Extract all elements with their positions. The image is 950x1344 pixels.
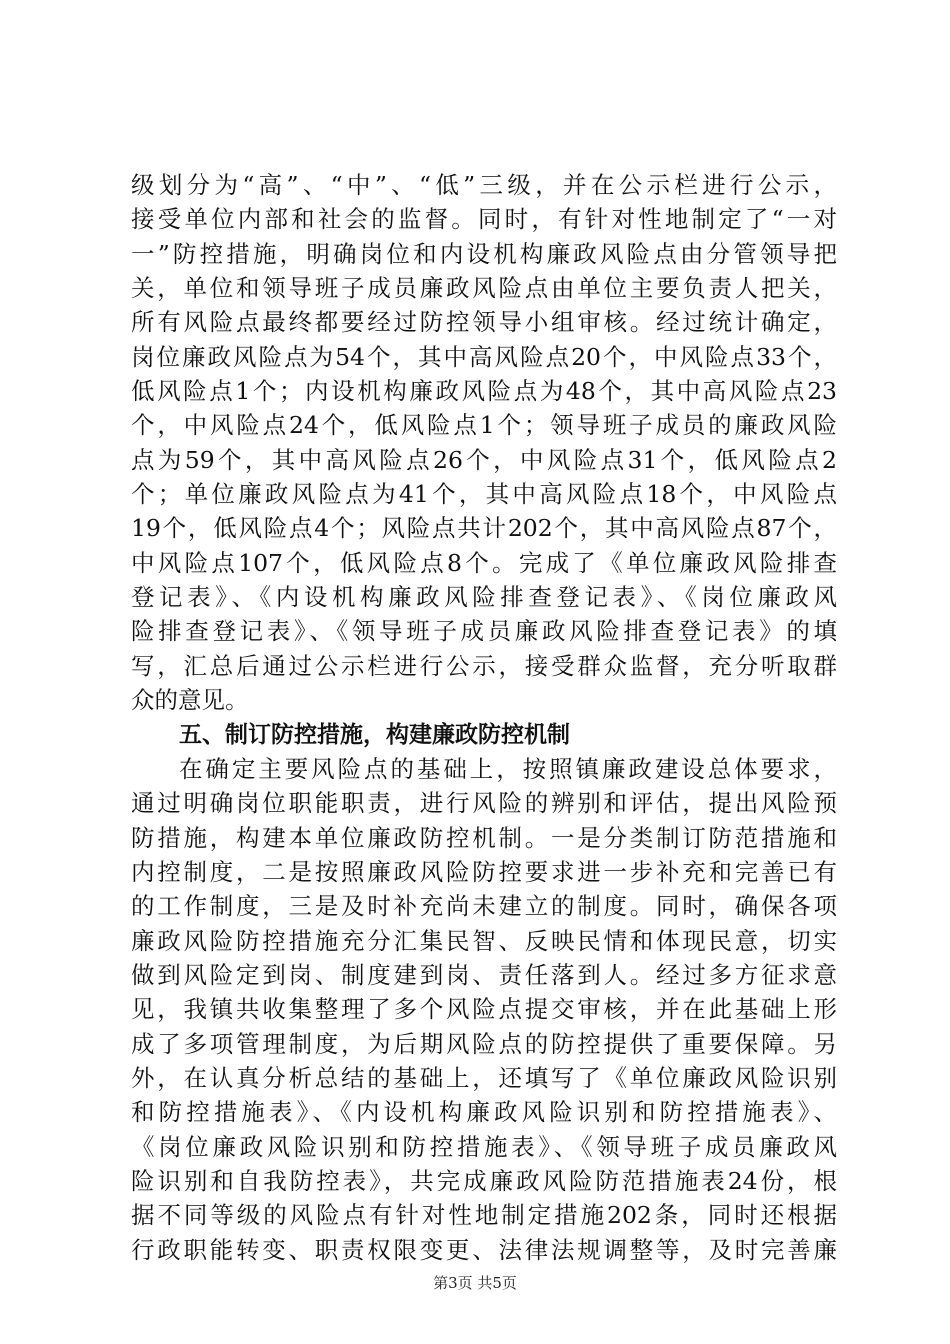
page-footer	[0, 1272, 950, 1293]
text-line: 登记表》、《内设机构廉政风险排查登记表》、《岗位廉政风	[131, 583, 837, 612]
text-line: 据不同等级的风险点有针对性地制定措施202条，同时还根据	[131, 1201, 837, 1230]
text-line: 岗位廉政风险点为54个，其中高风险点20个，中风险点33个，	[131, 342, 837, 371]
text-line: 险识别和自我防控表》，共完成廉政风险防范措施表24份，根	[131, 1166, 837, 1195]
text-line: 防措施，构建本单位廉政防控机制。一是分类制订防范措施和	[131, 823, 837, 852]
text-line: 个，中风险点24个，低风险点1个；领导班子成员的廉政风险	[131, 411, 837, 440]
text-line: 通过明确岗位职能职责，进行风险的辨别和评估，提出风险预	[131, 789, 837, 818]
text-line: 所有风险点最终都要经过防控领导小组审核。经过统计确定，	[131, 308, 837, 337]
text-line: 中风险点107个，低风险点8个。完成了《单位廉政风险排查	[131, 548, 837, 577]
text-line: 行政职能转变、职责权限变更、法律法规调整等，及时完善廉	[131, 1235, 837, 1264]
text-line: 的工作制度，三是及时补充尚未建立的制度。同时，确保各项	[131, 892, 837, 921]
page-number: 第3页 共5页	[433, 1274, 517, 1292]
text-line: 点为59个，其中高风险点26个，中风险点31个，低风险点2	[131, 445, 837, 474]
paragraph-prevention-measures	[131, 752, 837, 1267]
text-line: 级划分为“高”、“中”、“低”三级，并在公示栏进行公示，	[131, 171, 837, 199]
text-line: 见，我镇共收集整理了多个风险点提交审核，并在此基础上形	[131, 995, 837, 1024]
text-line: 接受单位内部和社会的监督。同时，有针对性地制定了“一对	[131, 205, 837, 234]
text-line: 廉政风险防控措施充分汇集民智、反映民情和体现民意，切实	[131, 926, 837, 955]
text-line: 做到风险定到岗、制度建到岗、责任落到人。经过多方征求意	[131, 960, 837, 989]
text-line: 关，单位和领导班子成员廉政风险点由单位主要负责人把关，	[131, 274, 837, 303]
text-line: 众的意见。	[131, 686, 249, 715]
text-line: 内控制度，二是按照廉政风险防控要求进一步补充和完善已有	[131, 857, 837, 886]
text-line: 写，汇总后通过公示栏进行公示，接受群众监督，充分听取群	[131, 651, 837, 680]
text-line: 一”防控措施，明确岗位和内设机构廉政风险点由分管领导把	[131, 239, 837, 268]
text-line: 个；单位廉政风险点为41个，其中高风险点18个，中风险点	[131, 480, 837, 509]
text-line: 和防控措施表》、《内设机构廉政风险识别和防控措施表》、	[131, 1098, 837, 1127]
text-line: 《岗位廉政风险识别和防控措施表》、《领导班子成员廉政风	[131, 1132, 837, 1161]
text-line: 在确定主要风险点的基础上，按照镇廉政建设总体要求，	[179, 754, 837, 783]
text-line: 外，在认真分析总结的基础上，还填写了《单位廉政风险识别	[131, 1063, 837, 1092]
document-body	[131, 168, 837, 1267]
section-heading: 五、制订防控措施，构建廉政防控机制	[179, 721, 570, 748]
text-line: 低风险点1个；内设机构廉政风险点为48个，其中高风险点23	[131, 377, 837, 406]
text-line: 成了多项管理制度，为后期风险点的防控提供了重要保障。另	[131, 1029, 837, 1058]
text-line: 险排查登记表》、《领导班子成员廉政风险排查登记表》的填	[131, 617, 837, 646]
paragraph-risk-stats	[131, 168, 837, 718]
text-line: 19个，低风险点4个；风险点共计202个，其中高风险点87个，	[131, 514, 837, 543]
